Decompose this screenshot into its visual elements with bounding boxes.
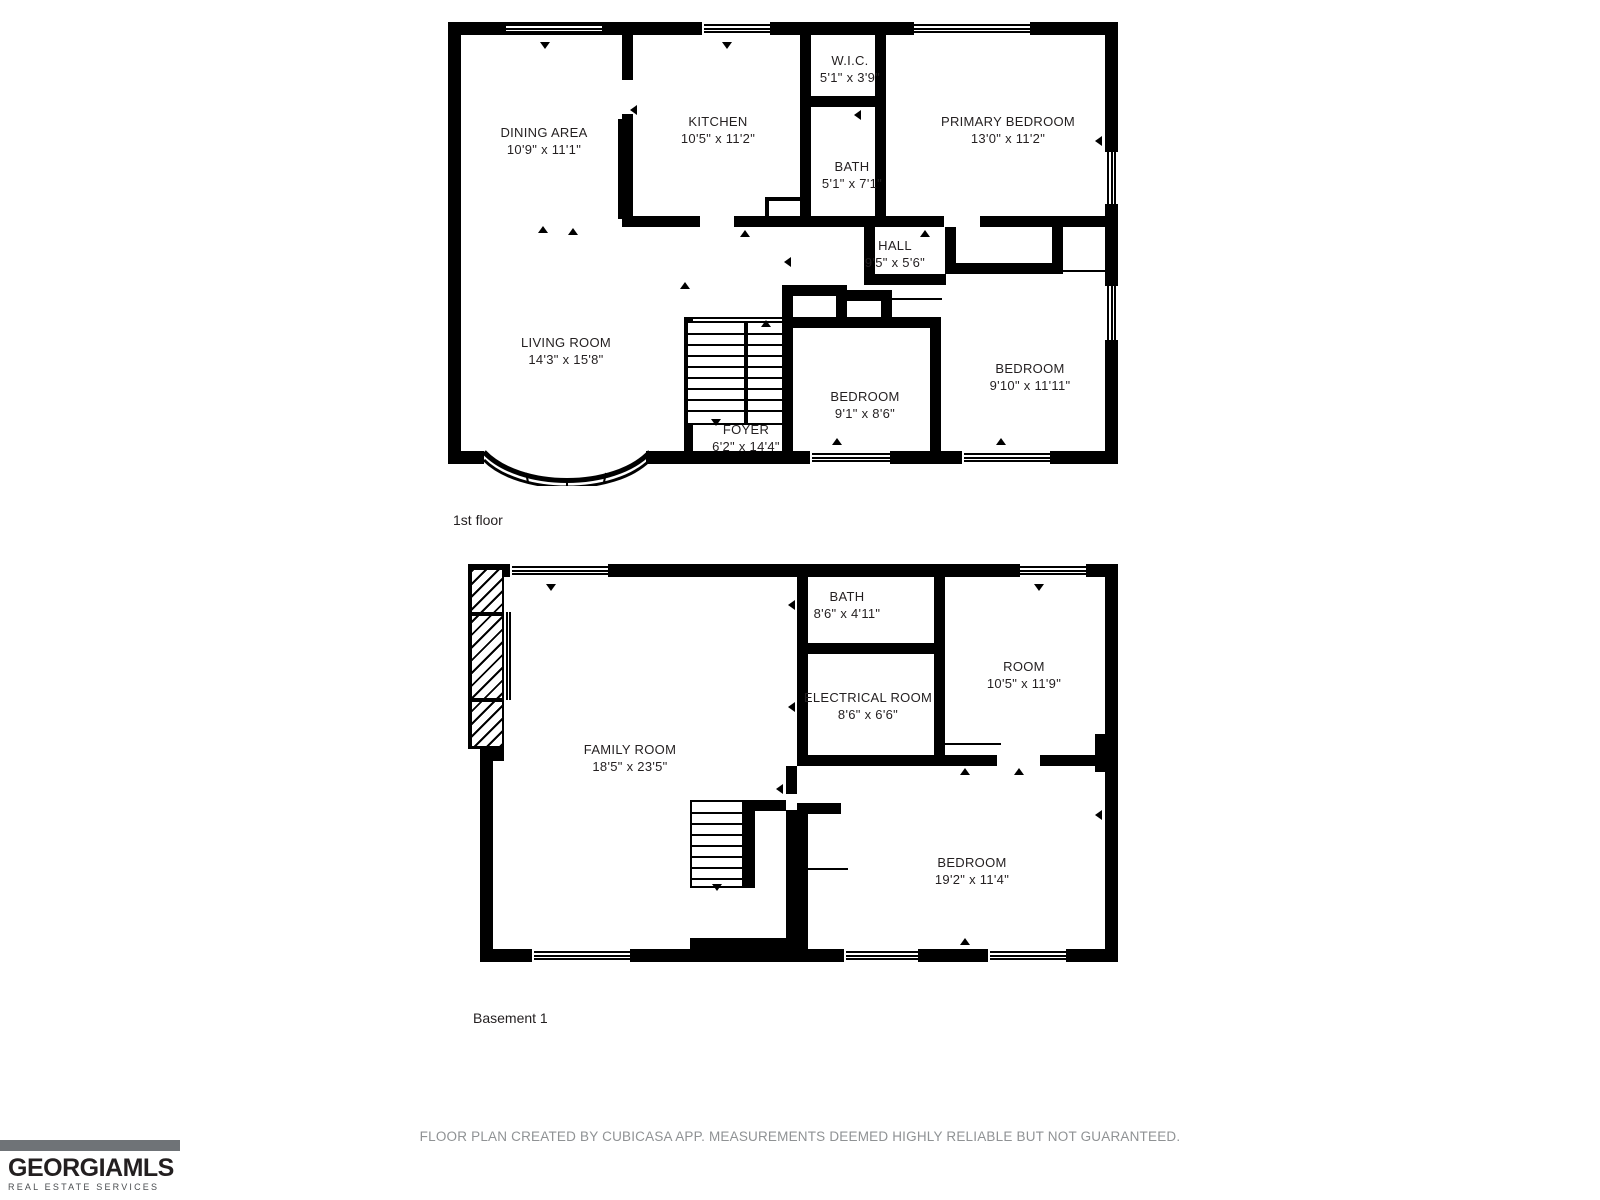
interior-wall-mid-horizontal <box>782 285 842 296</box>
basement-exterior-wall-top-mid <box>608 564 808 577</box>
basement-exterior-wall-top-mid2 <box>808 564 1020 577</box>
room-label-foyer: FOYER 6'2" x 14'4" <box>712 422 780 454</box>
basement-window-top-2 <box>1020 566 1086 575</box>
window-primary-right <box>1107 152 1116 204</box>
basement-wall-bedroom-top <box>797 803 841 814</box>
basement-window-bottom-2 <box>846 951 918 960</box>
interior-wall-closet-bottom <box>945 263 1063 274</box>
room-label-bedroom-right: BEDROOM 9'10" x 11'11" <box>989 361 1071 393</box>
interior-wall-dining-kitchen-2 <box>622 114 633 226</box>
floor-caption-basement: Basement 1 <box>473 1010 548 1026</box>
stair-direction-arrow-up <box>761 320 771 327</box>
basement-wall-family-bottom-stub <box>690 938 798 951</box>
room-label-basement-room: ROOM 10'5" x 11'9" <box>986 659 1062 691</box>
bath-fixture-vanity <box>765 197 801 201</box>
room-label-primary-bedroom: PRIMARY BEDROOM 13'0" x 11'2" <box>940 114 1076 146</box>
window-dining-top <box>506 24 602 33</box>
door-arrow-primary-right <box>1095 136 1102 146</box>
room-label-basement-bedroom: BEDROOM 19'2" x 11'4" <box>934 855 1010 887</box>
basement-door-arrow-bedroom-right <box>1095 810 1102 820</box>
exterior-wall-top-mid3 <box>814 22 914 35</box>
staircase-first-floor <box>686 321 746 425</box>
door-arrow-dining-top <box>540 42 550 49</box>
interior-wall-kitchen-bottom <box>622 216 700 227</box>
room-label-bedroom-mid: BEDROOM 9'1" x 8'6" <box>830 389 900 421</box>
door-arrow-bedroom2-bottom <box>996 438 1006 445</box>
window-bedroom-right <box>1107 286 1116 340</box>
basement-door-arrow-family-left <box>480 788 487 798</box>
basement-door-arrow-bath <box>788 600 795 610</box>
room-label-electrical-room: ELECTRICAL ROOM 8'6" x 6'6" <box>803 690 933 722</box>
interior-wall-dining-kitchen <box>622 22 633 80</box>
stairwell-landing-line <box>470 612 504 616</box>
basement-exterior-wall-bottom-right <box>1066 949 1118 962</box>
interior-wall-primary-bottom <box>886 216 944 227</box>
window-kitchen-top <box>704 24 770 33</box>
door-arrow-bedroom-bottom <box>832 438 842 445</box>
exterior-wall-right-3 <box>1105 340 1118 464</box>
bath-fixture-vanity-side <box>765 197 769 221</box>
floor-plan-first-floor <box>440 14 1140 494</box>
door-arrow-dining-bottom-2 <box>568 228 578 235</box>
basement-exterior-wall-bottom-left <box>480 949 532 962</box>
room-label-dining-area: DINING AREA 10'9" x 11'1" <box>500 125 588 157</box>
counter-line-kitchen <box>618 119 622 219</box>
staircase-first-floor-upper <box>746 321 784 425</box>
basement-wall-elec-right <box>934 654 945 766</box>
exterior-wall-top-mid1 <box>606 22 702 35</box>
stairwell-landing-line-2 <box>470 698 504 702</box>
room-label-hall: HALL 9'5" x 5'6" <box>864 238 926 270</box>
basement-door-arrow-bedroom-bottom <box>960 938 970 945</box>
basement-line-room-right <box>945 743 1001 745</box>
basement-wall-bedroom-left <box>797 803 808 951</box>
basement-exterior-wall-jog2 <box>480 748 504 761</box>
basement-door-arrow-room <box>1014 768 1024 775</box>
basement-door-arrow-top-2 <box>1034 584 1044 591</box>
basement-window-left <box>502 612 511 700</box>
georgia-mls-logo <box>0 1140 180 1200</box>
door-arrow-hall-left <box>784 257 791 267</box>
interior-wall-hall-bottom <box>864 274 946 285</box>
door-arrow-living-mid <box>680 282 690 289</box>
interior-wall-bath-bottom <box>800 216 886 227</box>
basement-exterior-wall-right-block <box>1095 734 1118 772</box>
basement-door-arrow-elec-bottom <box>960 768 970 775</box>
interior-wall-bedroom-mid-top <box>793 317 941 328</box>
door-arrow-kitchen-top <box>722 42 732 49</box>
door-arrow-dining-left <box>448 135 455 145</box>
exterior-wall-left <box>448 22 461 464</box>
room-label-basement-bath: BATH 8'6" x 4'11" <box>813 589 881 621</box>
door-arrow-hall-top <box>920 230 930 237</box>
basement-window-bottom-1 <box>534 951 630 960</box>
bow-window-living-room <box>480 446 654 486</box>
basement-door-arrow-elec <box>788 702 795 712</box>
basement-wall-bath-bottom <box>797 643 945 654</box>
exterior-stairwell-hatch <box>470 568 504 748</box>
basement-wall-bath-left <box>797 564 808 654</box>
basement-wall-room-bottom <box>1040 755 1106 766</box>
foyer-line-top <box>684 317 784 319</box>
basement-wall-family-right-upper <box>786 766 797 794</box>
basement-door-arrow-top <box>546 584 556 591</box>
window-bedroom-bottom-2 <box>964 453 1050 462</box>
interior-wall-wic-bottom <box>800 96 886 107</box>
basement-window-bottom-3 <box>990 951 1066 960</box>
floor-plan-disclaimer: FLOOR PLAN CREATED BY CUBICASA APP. MEASUREMENTS DEEMED HIGHLY RELIABLE BUT NOT GUARANTEED. <box>419 1129 1181 1144</box>
basement-exterior-wall-right-2 <box>1105 772 1118 962</box>
exterior-wall-bottom-right <box>1050 451 1118 464</box>
door-arrow-kitchen-bottom <box>740 230 750 237</box>
basement-wall-bath-right <box>934 564 945 654</box>
room-label-bath: BATH 5'1" x 7'1" <box>821 159 883 191</box>
door-arrow-dining-bottom <box>538 226 548 233</box>
basement-wall-elec-bottom-2 <box>945 755 997 766</box>
basement-stair-top-wall <box>744 800 786 811</box>
door-arrow-dining-right <box>630 105 637 115</box>
interior-wall-bedroom-mid-right <box>930 317 941 451</box>
basement-door-arrow-family-right <box>776 784 783 794</box>
door-arrow-wic <box>854 110 861 120</box>
exterior-wall-bottom-left <box>448 451 484 464</box>
basement-wall-elec-bottom <box>797 755 945 766</box>
closet-shelf-line <box>1063 270 1107 272</box>
interior-wall-wic-left <box>800 22 811 106</box>
exterior-wall-bottom-mid2 <box>890 451 962 464</box>
room-label-kitchen: KITCHEN 10'5" x 11'2" <box>680 114 756 146</box>
basement-bedroom-door-line <box>808 868 848 870</box>
interior-wall-closet-right <box>1052 227 1063 273</box>
basement-exterior-wall-right <box>1105 564 1118 746</box>
stair-direction-arrow-basement <box>712 884 722 891</box>
room-label-wic: W.I.C. 5'1" x 3'9" <box>819 53 881 85</box>
interior-wall-primary-bottom-2 <box>980 216 1108 227</box>
logo-bar <box>0 1140 180 1151</box>
basement-exterior-wall-left-lower <box>480 748 493 962</box>
room-label-living-room: LIVING ROOM 14'3" x 15'8" <box>521 335 611 367</box>
basement-stair-rail <box>744 800 755 888</box>
logo-text-secondary: REAL ESTATE SERVICES <box>8 1182 160 1192</box>
room-label-family-room: FAMILY ROOM 18'5" x 23'5" <box>583 742 677 774</box>
basement-window-top-1 <box>512 566 608 575</box>
window-bedroom-bottom-1 <box>812 453 890 462</box>
exterior-wall-right <box>1105 22 1118 152</box>
interior-wall-bath-left <box>800 106 811 226</box>
hall-line <box>892 298 942 300</box>
staircase-basement <box>690 800 744 888</box>
floor-plan-basement <box>440 548 1140 988</box>
window-primary-top <box>914 24 1030 33</box>
basement-exterior-wall-bottom-mid2 <box>918 949 988 962</box>
logo-text-primary: GEORGIAMLS <box>8 1154 174 1182</box>
floor-caption-first: 1st floor <box>453 512 503 528</box>
door-arrow-living-left <box>448 344 455 354</box>
